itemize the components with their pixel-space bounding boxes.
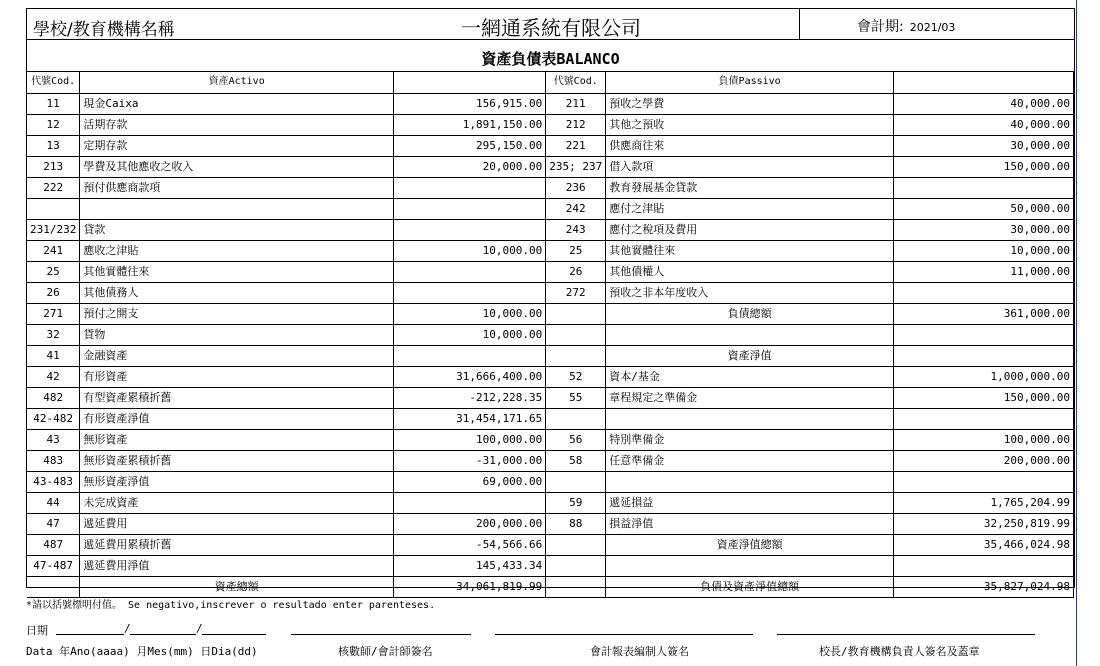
asset-code: 231/232 bbox=[27, 219, 80, 240]
table-row bbox=[27, 240, 1074, 261]
liability-code: 56 bbox=[546, 429, 606, 450]
asset-name: 預付之開支 bbox=[80, 303, 394, 324]
asset-name: 預付供應商款項 bbox=[80, 177, 394, 198]
month-underline bbox=[130, 634, 196, 635]
table-row bbox=[27, 513, 1074, 534]
asset-name: 無形資產淨值 bbox=[80, 471, 394, 492]
asset-amount: -31,000.00 bbox=[393, 450, 545, 471]
negative-values-note: *請以括號標明付值。 Se negativo,inscrever o resultado enter parenteses. bbox=[26, 600, 436, 611]
liability-code: 25 bbox=[546, 240, 606, 261]
year-underline bbox=[56, 634, 124, 635]
asset-name: 活期存款 bbox=[80, 114, 394, 135]
date-format-caption: Data 年Ano(aaaa) 月Mes(mm) 日Dia(dd) bbox=[26, 645, 258, 658]
liability-amount bbox=[894, 177, 1074, 198]
asset-code: 42-482 bbox=[27, 408, 80, 429]
asset-code: 482 bbox=[27, 387, 80, 408]
liability-name bbox=[606, 324, 894, 345]
asset-code: 43-483 bbox=[27, 471, 80, 492]
right-margin bbox=[1075, 0, 1100, 666]
empty-cell bbox=[27, 576, 80, 597]
liability-amount: 35,466,024.98 bbox=[894, 534, 1074, 555]
asset-code: 47 bbox=[27, 513, 80, 534]
asset-amount: 20,000.00 bbox=[393, 156, 545, 177]
liability-name: 損益淨值 bbox=[606, 513, 894, 534]
asset-code: 271 bbox=[27, 303, 80, 324]
liability-amount: 361,000.00 bbox=[894, 303, 1074, 324]
table-row bbox=[27, 135, 1074, 156]
liability-name bbox=[606, 408, 894, 429]
liability-name: 遞延損益 bbox=[606, 492, 894, 513]
liability-name: 資產淨值 bbox=[606, 345, 894, 366]
liability-code: 55 bbox=[546, 387, 606, 408]
asset-name: 無形資產 bbox=[80, 429, 394, 450]
preparer-signature-caption: 會計報表編制人簽名 bbox=[590, 645, 689, 658]
asset-name: 學費及其他應收之收入 bbox=[80, 156, 394, 177]
table-row bbox=[27, 324, 1074, 345]
asset-name: 遞延費用累積折舊 bbox=[80, 534, 394, 555]
day-underline bbox=[202, 634, 266, 635]
empty-header-cell bbox=[393, 72, 545, 93]
liability-name: 預收之學費 bbox=[606, 93, 894, 114]
report-title: 資產負債表BALANCO bbox=[481, 50, 620, 68]
date-slash-1: / bbox=[124, 622, 131, 635]
code-right-header: 代號Cod. bbox=[546, 72, 606, 93]
asset-code: 13 bbox=[27, 135, 80, 156]
liability-code: 221 bbox=[546, 135, 606, 156]
liability-name: 供應商往來 bbox=[606, 135, 894, 156]
liability-code: 59 bbox=[546, 492, 606, 513]
liability-name: 負債總額 bbox=[606, 303, 894, 324]
liabilities-header: 負債Passivo bbox=[606, 72, 894, 93]
liability-amount: 11,000.00 bbox=[894, 261, 1074, 282]
table-row bbox=[27, 282, 1074, 303]
asset-code: 213 bbox=[27, 156, 80, 177]
liability-name: 教育發展基金貸款 bbox=[606, 177, 894, 198]
liability-code: 211 bbox=[546, 93, 606, 114]
liability-amount: 30,000.00 bbox=[894, 135, 1074, 156]
liability-code bbox=[546, 324, 606, 345]
assets-header: 資產Activo bbox=[80, 72, 394, 93]
total-liabilities-equity-value: 35,827,024.98 bbox=[894, 576, 1074, 597]
liability-amount: 200,000.00 bbox=[894, 450, 1074, 471]
total-liabilities-equity-label: 負債及資產淨值總額 bbox=[606, 576, 894, 597]
asset-amount: 295,150.00 bbox=[393, 135, 545, 156]
liability-amount: 32,250,819.99 bbox=[894, 513, 1074, 534]
asset-name: 其他實體往來 bbox=[80, 261, 394, 282]
liability-code: 272 bbox=[546, 282, 606, 303]
asset-amount: 10,000.00 bbox=[393, 240, 545, 261]
liability-name: 預收之非本年度收入 bbox=[606, 282, 894, 303]
liability-amount: 50,000.00 bbox=[894, 198, 1074, 219]
table-row bbox=[27, 345, 1074, 366]
empty-header-cell bbox=[894, 72, 1074, 93]
asset-amount: -54,566.66 bbox=[393, 534, 545, 555]
asset-amount bbox=[393, 345, 545, 366]
asset-amount: 31,666,400.00 bbox=[393, 366, 545, 387]
liability-code bbox=[546, 345, 606, 366]
liability-code bbox=[546, 471, 606, 492]
liability-amount bbox=[894, 555, 1074, 576]
liability-amount: 150,000.00 bbox=[894, 156, 1074, 177]
table-row bbox=[27, 366, 1074, 387]
liability-name: 借入款項 bbox=[606, 156, 894, 177]
asset-name: 無形資產累積折舊 bbox=[80, 450, 394, 471]
school-label: 學校/教育機構名稱 bbox=[33, 20, 175, 40]
principal-signature-line bbox=[777, 634, 1035, 635]
liability-code: 212 bbox=[546, 114, 606, 135]
asset-amount: 1,891,150.00 bbox=[393, 114, 545, 135]
table-row bbox=[27, 177, 1074, 198]
asset-code bbox=[27, 198, 80, 219]
table-row bbox=[27, 471, 1074, 492]
table-row bbox=[27, 408, 1074, 429]
asset-name: 金融資產 bbox=[80, 345, 394, 366]
asset-code: 26 bbox=[27, 282, 80, 303]
date-line bbox=[26, 622, 48, 638]
asset-amount: 10,000.00 bbox=[393, 324, 545, 345]
empty-cell bbox=[546, 576, 606, 597]
table-row bbox=[27, 198, 1074, 219]
asset-amount: 31,454,171.65 bbox=[393, 408, 545, 429]
asset-name: 其他債務人 bbox=[80, 282, 394, 303]
asset-name: 應收之津貼 bbox=[80, 240, 394, 261]
page-break-line bbox=[1076, 0, 1077, 666]
accounting-period bbox=[857, 16, 955, 36]
column-header-row bbox=[27, 72, 1074, 93]
liability-name: 資產淨值總額 bbox=[606, 534, 894, 555]
table-row bbox=[27, 114, 1074, 135]
liability-amount: 10,000.00 bbox=[894, 240, 1074, 261]
liability-amount: 30,000.00 bbox=[894, 219, 1074, 240]
asset-amount bbox=[393, 492, 545, 513]
table-row bbox=[27, 450, 1074, 471]
asset-amount: 10,000.00 bbox=[393, 303, 545, 324]
table-row bbox=[27, 261, 1074, 282]
liability-code: 236 bbox=[546, 177, 606, 198]
liability-amount bbox=[894, 324, 1074, 345]
asset-amount bbox=[393, 198, 545, 219]
liability-amount: 1,000,000.00 bbox=[894, 366, 1074, 387]
liability-code bbox=[546, 555, 606, 576]
liability-code: 58 bbox=[546, 450, 606, 471]
asset-code: 487 bbox=[27, 534, 80, 555]
liability-name bbox=[606, 471, 894, 492]
asset-name: 現金Caixa bbox=[80, 93, 394, 114]
liability-code: 242 bbox=[546, 198, 606, 219]
asset-name: 遞延費用 bbox=[80, 513, 394, 534]
asset-amount bbox=[393, 261, 545, 282]
asset-amount bbox=[393, 177, 545, 198]
liability-code: 52 bbox=[546, 366, 606, 387]
asset-amount bbox=[393, 282, 545, 303]
liability-amount: 150,000.00 bbox=[894, 387, 1074, 408]
liability-name: 章程規定之準備金 bbox=[606, 387, 894, 408]
liability-name: 特別準備金 bbox=[606, 429, 894, 450]
table-row bbox=[27, 555, 1074, 576]
asset-code: 44 bbox=[27, 492, 80, 513]
liability-name: 任意準備金 bbox=[606, 450, 894, 471]
asset-name: 未完成資產 bbox=[80, 492, 394, 513]
asset-code: 222 bbox=[27, 177, 80, 198]
title-row bbox=[27, 40, 1074, 72]
table-row bbox=[27, 429, 1074, 450]
table-row bbox=[27, 93, 1074, 114]
liability-amount bbox=[894, 282, 1074, 303]
totals-row bbox=[27, 576, 1074, 597]
asset-amount: 145,433.34 bbox=[393, 555, 545, 576]
company-name: 一網通系統有限公司 bbox=[461, 16, 641, 40]
asset-code: 41 bbox=[27, 345, 80, 366]
asset-code: 483 bbox=[27, 450, 80, 471]
liability-code: 243 bbox=[546, 219, 606, 240]
asset-amount: -212,228.35 bbox=[393, 387, 545, 408]
liability-name: 其他債權人 bbox=[606, 261, 894, 282]
asset-amount: 200,000.00 bbox=[393, 513, 545, 534]
liability-amount bbox=[894, 345, 1074, 366]
asset-code: 11 bbox=[27, 93, 80, 114]
asset-code: 43 bbox=[27, 429, 80, 450]
liability-amount: 1,765,204.99 bbox=[894, 492, 1074, 513]
asset-amount: 156,915.00 bbox=[393, 93, 545, 114]
date-label: 日期 bbox=[26, 624, 48, 637]
liability-name: 應付之津貼 bbox=[606, 198, 894, 219]
asset-code: 42 bbox=[27, 366, 80, 387]
asset-code: 32 bbox=[27, 324, 80, 345]
asset-amount bbox=[393, 219, 545, 240]
liability-code bbox=[546, 408, 606, 429]
liability-name: 其他之預收 bbox=[606, 114, 894, 135]
total-assets-label: 資產總額 bbox=[80, 576, 394, 597]
asset-name bbox=[80, 198, 394, 219]
header-divider bbox=[799, 9, 800, 40]
liability-amount: 40,000.00 bbox=[894, 114, 1074, 135]
preparer-signature-line bbox=[495, 634, 753, 635]
liability-amount: 100,000.00 bbox=[894, 429, 1074, 450]
liability-amount bbox=[894, 408, 1074, 429]
asset-amount: 100,000.00 bbox=[393, 429, 545, 450]
table-row bbox=[27, 303, 1074, 324]
date-slash-2: / bbox=[196, 622, 203, 635]
asset-name: 有形資產 bbox=[80, 366, 394, 387]
header-row bbox=[27, 9, 1074, 40]
principal-signature-caption: 校長/教育機構負責人簽名及蓋章 bbox=[819, 645, 980, 658]
asset-code: 25 bbox=[27, 261, 80, 282]
liability-code bbox=[546, 303, 606, 324]
asset-name: 定期存款 bbox=[80, 135, 394, 156]
asset-name: 貨物 bbox=[80, 324, 394, 345]
liability-amount: 40,000.00 bbox=[894, 93, 1074, 114]
liability-code: 235; 237 bbox=[546, 156, 606, 177]
table-row bbox=[27, 534, 1074, 555]
code-left-header: 代號Cod. bbox=[27, 72, 80, 93]
liability-name: 資本/基金 bbox=[606, 366, 894, 387]
table-row bbox=[27, 492, 1074, 513]
table-row bbox=[27, 219, 1074, 240]
liability-code bbox=[546, 534, 606, 555]
table-row bbox=[27, 387, 1074, 408]
liability-name: 應付之稅項及費用 bbox=[606, 219, 894, 240]
period-label: 會計期: bbox=[857, 19, 904, 35]
asset-code: 241 bbox=[27, 240, 80, 261]
asset-name: 有形資產淨值 bbox=[80, 408, 394, 429]
table-row bbox=[27, 156, 1074, 177]
liability-code: 26 bbox=[546, 261, 606, 282]
liability-name: 其他實體往來 bbox=[606, 240, 894, 261]
liability-code: 88 bbox=[546, 513, 606, 534]
period-value: 2021/03 bbox=[909, 21, 956, 34]
balance-table bbox=[27, 72, 1074, 598]
auditor-signature-caption: 核數師/會計師簽名 bbox=[338, 645, 433, 658]
asset-name: 遞延費用淨值 bbox=[80, 555, 394, 576]
asset-code: 12 bbox=[27, 114, 80, 135]
asset-amount: 69,000.00 bbox=[393, 471, 545, 492]
sheet-frame bbox=[26, 8, 1075, 593]
total-assets-value: 34,061,819.99 bbox=[393, 576, 545, 597]
liability-amount bbox=[894, 471, 1074, 492]
asset-name: 有型資產累積折舊 bbox=[80, 387, 394, 408]
auditor-signature-line bbox=[291, 634, 471, 635]
asset-code: 47-487 bbox=[27, 555, 80, 576]
asset-name: 貸款 bbox=[80, 219, 394, 240]
liability-name bbox=[606, 555, 894, 576]
